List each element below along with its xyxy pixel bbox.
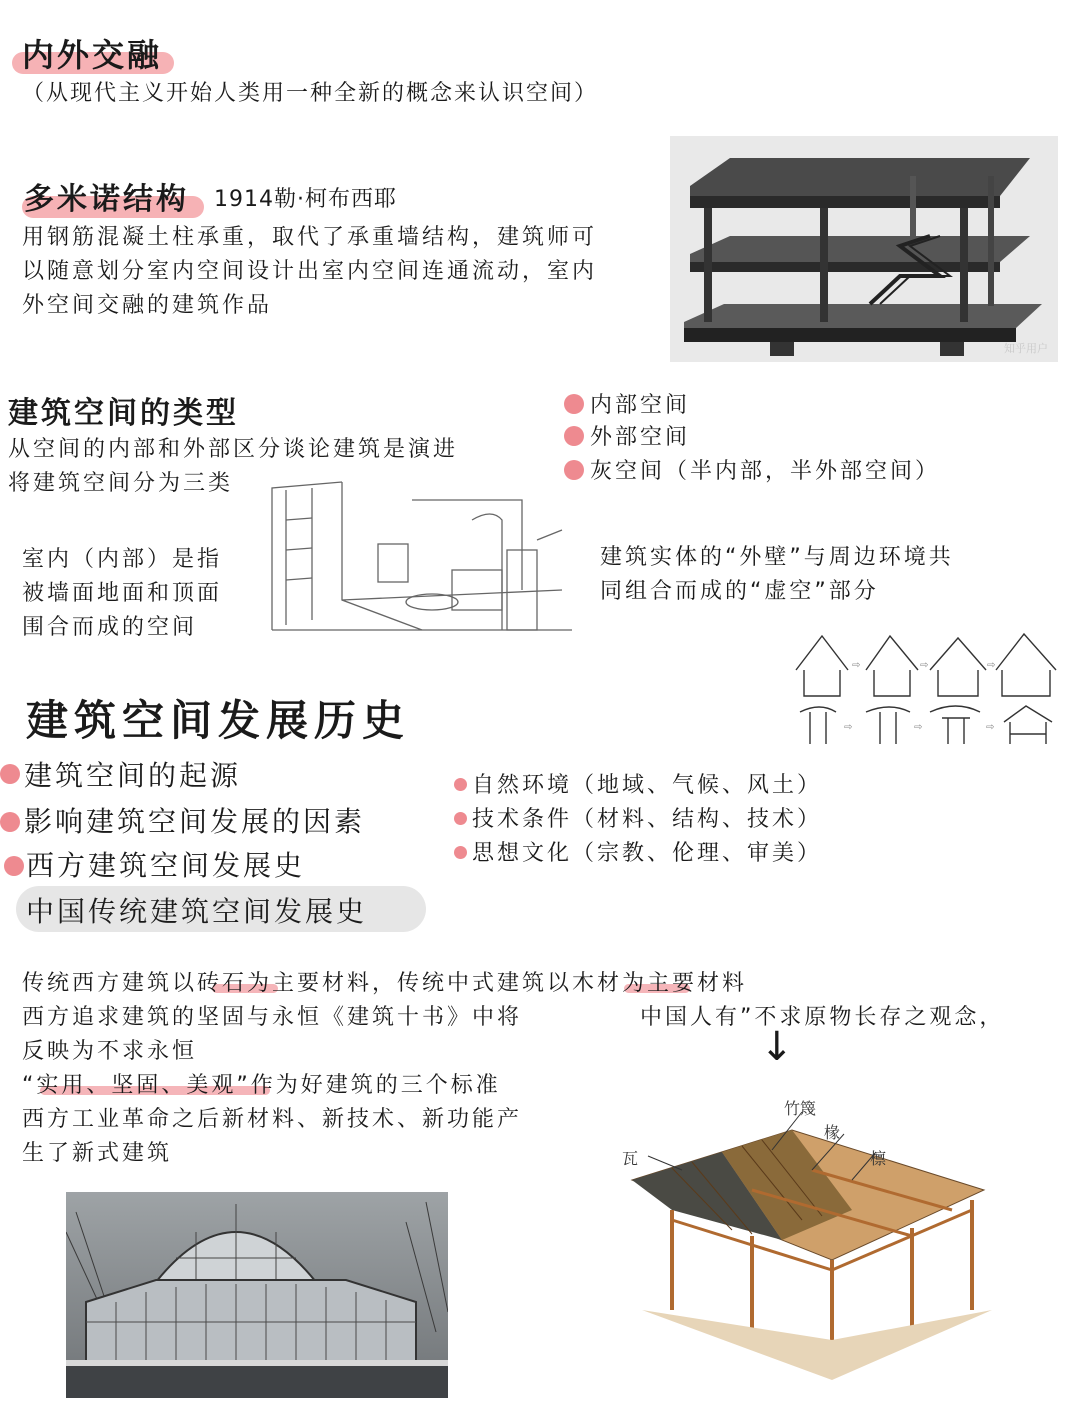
factor-culture: 思想文化（宗教、伦理、审美） <box>472 841 823 866</box>
bullet-dot <box>4 856 24 876</box>
bullet-dot <box>564 460 584 480</box>
west-line-4: 西方工业革命之后新材料、新技术、新功能产 <box>22 1107 523 1132</box>
bullet-dot <box>0 812 20 832</box>
type-item-gray: 灰空间（半内部，半外部空间） <box>590 459 941 484</box>
west-line-5: 生了新式建筑 <box>22 1141 173 1166</box>
history-item-china: 中国传统建筑空间发展史 <box>26 895 368 928</box>
svg-text:⇨: ⇨ <box>914 722 923 733</box>
svg-text:⇨: ⇨ <box>987 660 996 671</box>
bullet-dot <box>454 778 467 791</box>
roof-label-rafter: 椽 <box>824 1123 841 1142</box>
type-item-interior: 内部空间 <box>590 393 691 418</box>
history-item-west: 西方建筑空间发展史 <box>26 849 306 882</box>
timber-roof-diagram <box>612 1090 996 1388</box>
exterior-note-2: 同组合而成的“虚空”部分 <box>600 579 879 604</box>
china-note: 中国人有”不求原物长存之观念， <box>640 1005 1005 1030</box>
domino-body-3: 外空间交融的建筑作品 <box>22 293 273 318</box>
domino-title: 多米诺结构 <box>24 182 189 217</box>
domino-structure-image <box>670 136 1058 362</box>
materials-line-1: 传统西方建筑以砖石为主要材料，传统中式建筑以木材为主要材料 <box>22 971 748 996</box>
type-item-exterior: 外部空间 <box>590 425 691 450</box>
svg-text:⇨: ⇨ <box>852 660 861 671</box>
down-arrow-icon: ↓ <box>760 1024 794 1070</box>
domino-body-1: 用钢筋混凝土柱承重，取代了承重墙结构，建筑师可 <box>22 225 598 250</box>
svg-text:⇨: ⇨ <box>920 660 929 671</box>
svg-text:⇨: ⇨ <box>986 722 995 733</box>
history-item-origin: 建筑空间的起源 <box>24 759 242 792</box>
factor-nature: 自然环境（地域、气候、风土） <box>472 773 823 798</box>
exterior-note-1: 建筑实体的“外壁”与周边环境共 <box>600 545 954 570</box>
interior-note-2: 被墙面地面和顶面 <box>22 581 223 606</box>
interior-note-3: 围合而成的空间 <box>22 615 198 640</box>
svg-text:⇨: ⇨ <box>844 722 853 733</box>
types-title: 建筑空间的类型 <box>8 396 239 431</box>
interior-sketch-image <box>262 480 578 638</box>
domino-body-2: 以随意划分室内空间设计出室内空间连通流动，室内 <box>22 259 598 284</box>
west-line-1: 西方追求建筑的坚固与永恒《建筑十书》中将 <box>22 1005 523 1030</box>
roof-label-bamboo: 竹篾 <box>784 1099 817 1118</box>
domino-date: 1914勒·柯布西耶 <box>214 187 397 212</box>
types-body-1: 从空间的内部和外部区分谈论建筑是演进 <box>8 437 459 462</box>
hut-evolution-sketch <box>790 626 1062 750</box>
west-line-2: 反映为不求永恒 <box>22 1039 198 1064</box>
bullet-dot <box>564 394 584 414</box>
bullet-dot <box>454 846 467 859</box>
history-title: 建筑空间发展历史 <box>26 696 411 745</box>
bullet-dot <box>0 764 20 784</box>
bullet-dot <box>564 426 584 446</box>
roof-label-purlin: 檩 <box>870 1149 887 1168</box>
types-body-2: 将建筑空间分为三类 <box>8 471 234 496</box>
interior-note-1: 室内（内部）是指 <box>22 547 223 572</box>
roof-label-tile: 瓦 <box>622 1149 639 1168</box>
glass-palace-photo <box>66 1192 448 1398</box>
bullet-dot <box>454 812 467 825</box>
image-watermark: 知乎用户 <box>1004 342 1048 355</box>
factor-technology: 技术条件（材料、结构、技术） <box>472 807 823 832</box>
section-title-inner-outer: 内外交融 <box>22 36 163 74</box>
west-line-3: “实用、坚固、美观”作为好建筑的三个标准 <box>22 1073 501 1098</box>
section-subtitle: （从现代主义开始人类用一种全新的概念来认识空间） <box>22 81 599 106</box>
history-item-factors: 影响建筑空间发展的因素 <box>24 805 366 838</box>
